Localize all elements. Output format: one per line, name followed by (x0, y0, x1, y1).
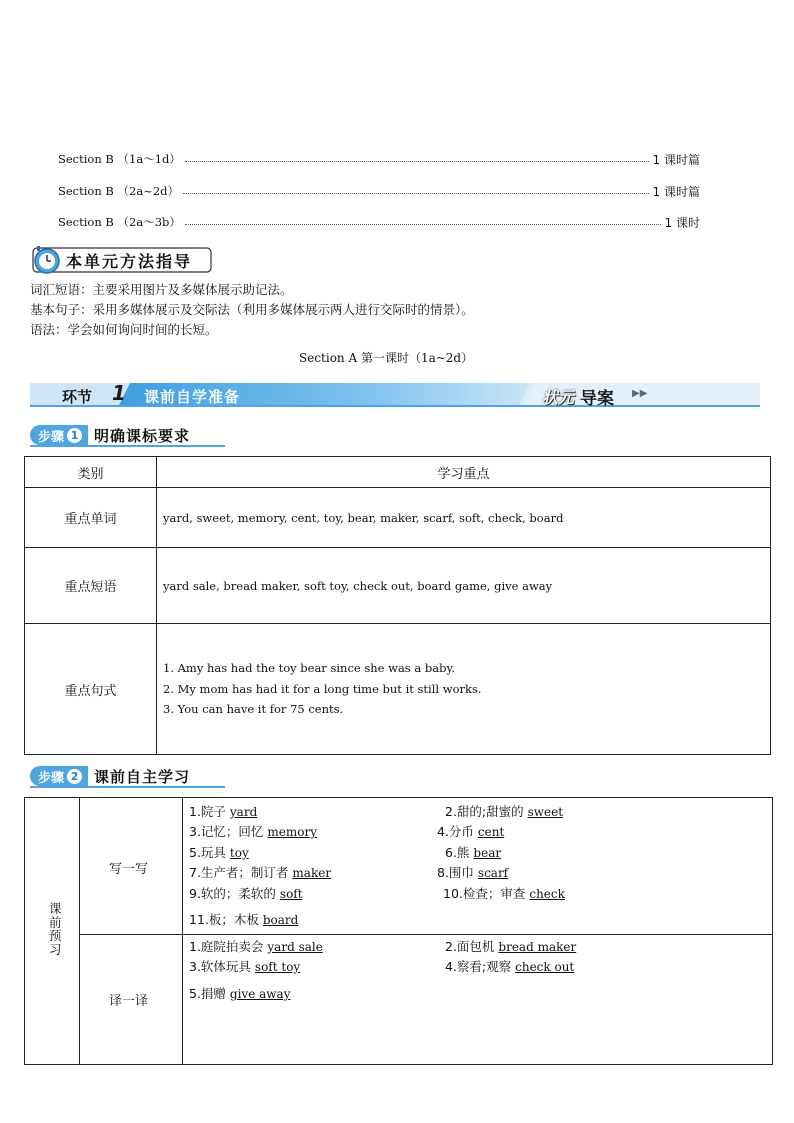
double-arrow-icon: ▶▶ (632, 388, 648, 399)
table-cell-category: 重点单词 (25, 488, 157, 548)
item-cn: 4.分币 (437, 824, 478, 839)
item-answer: memory (267, 825, 318, 839)
write-item (189, 910, 298, 928)
item-cn: 10.检查；审查 (443, 886, 530, 901)
item-cn: 5.玩具 (189, 845, 230, 860)
item-cn: 3.软体玩具 (189, 959, 255, 974)
item-answer: check out (515, 960, 575, 974)
step-title: 明确课标要求 (94, 426, 191, 445)
item-answer: toy (229, 846, 249, 860)
table-header: 类别 (25, 457, 157, 488)
item-answer: board (262, 913, 299, 927)
section-band (30, 383, 760, 407)
write-item (437, 822, 504, 840)
item-answer: scarf (477, 866, 509, 880)
method-line: 基本句子：采用多媒体展示及交际法（利用多媒体展示两人进行交际时的情景）。 (30, 302, 474, 317)
band-right-a: 状元 (542, 388, 575, 407)
method-guide-header (32, 244, 214, 274)
divider (182, 798, 183, 1064)
write-item (443, 884, 565, 902)
item-answer: bread maker (498, 940, 577, 954)
item-cn: 1.庭院拍卖会 (189, 939, 268, 954)
write-label: 写一写 (109, 862, 149, 877)
write-item (189, 884, 303, 902)
translate-item (189, 984, 290, 1002)
side-label: 课前预习 (49, 901, 62, 957)
requirements-table (24, 456, 771, 755)
item-cn: 4.察看;观察 (445, 959, 516, 974)
write-item (437, 863, 508, 881)
step-underline (30, 445, 225, 447)
item-answer: cent (477, 825, 505, 839)
step-number: 2 (67, 769, 82, 784)
sentence-line: 2. My mom has had it for a long time but it still works. (163, 681, 482, 696)
translate-label: 译一译 (109, 994, 149, 1009)
item-cn: 2.面包机 (445, 939, 499, 954)
divider (79, 798, 80, 1064)
step-pill (30, 425, 88, 445)
toc-row (58, 150, 700, 168)
toc-left: Section B （2a~2d） (58, 184, 180, 198)
table-cell-content: yard sale, bread maker, soft toy, check out, board game, give away (157, 548, 771, 624)
toc-left: Section B （2a～3b） (58, 215, 181, 229)
item-cn: 2.甜的;甜蜜的 (445, 804, 528, 819)
item-answer: soft (279, 887, 303, 901)
translate-item (189, 957, 300, 975)
toc-row (58, 182, 700, 200)
preview-table (24, 797, 773, 1065)
toc-right: 1 课时篇 (652, 152, 700, 167)
band-right-b: 导案 (580, 389, 614, 409)
band-background (30, 383, 760, 407)
item-answer: maker (292, 866, 332, 880)
item-answer: bear (473, 846, 502, 860)
band-label: 环节 (62, 388, 93, 406)
write-item (445, 843, 501, 861)
write-item (189, 843, 249, 861)
toc-left: Section B （1a～1d） (58, 152, 181, 166)
table-cell-content: yard, sweet, memory, cent, toy, bear, maker, scarf, soft, check, board (157, 488, 771, 548)
item-answer: soft toy (254, 960, 301, 974)
sentence-line: 1. Amy has had the toy bear since she was a baby. (163, 661, 456, 676)
step-number: 1 (67, 428, 82, 443)
item-cn: 9.软的；柔软的 (189, 886, 280, 901)
translate-item (445, 957, 574, 975)
step-label: 步骤 (38, 429, 65, 445)
item-answer: yard (229, 805, 258, 819)
band-number: 1 (112, 381, 126, 405)
table-cell-content (157, 624, 771, 755)
leader-dots (185, 161, 649, 162)
step-underline (30, 786, 225, 788)
translate-item (189, 937, 323, 955)
lesson-title: Section A 第一课时（1a~2d） (299, 351, 474, 365)
table-cell-category: 重点短语 (25, 548, 157, 624)
step-label: 步骤 (38, 770, 65, 786)
step-pill (30, 766, 88, 786)
item-cn: 6.熊 (445, 845, 474, 860)
item-cn: 3.记忆；回忆 (189, 824, 268, 839)
write-item (189, 863, 331, 881)
item-answer: check (529, 887, 565, 901)
band-title: 课前自学准备 (144, 388, 241, 406)
table-cell-category: 重点句式 (25, 624, 157, 755)
item-cn: 1.院子 (189, 804, 230, 819)
step-title: 课前自主学习 (94, 767, 191, 786)
write-item (445, 802, 563, 820)
item-cn: 5.捐赠 (189, 986, 230, 1001)
step-header (30, 424, 190, 446)
item-cn: 7.生产者；制订者 (189, 865, 293, 880)
item-answer: yard sale (267, 940, 323, 954)
method-line: 语法：学会如何询问时间的长短。 (30, 322, 218, 337)
table-header: 学习重点 (157, 457, 771, 488)
divider (80, 934, 772, 935)
toc-right: 1 课时 (664, 215, 700, 230)
step-header (30, 765, 190, 787)
leader-dots (185, 224, 661, 225)
toc-row (58, 213, 700, 231)
item-answer: give away (229, 987, 291, 1001)
item-answer: sweet (527, 805, 564, 819)
method-line: 词汇短语：主要采用图片及多媒体展示助记法。 (30, 282, 293, 297)
write-item (189, 802, 257, 820)
write-item (189, 822, 317, 840)
toc-right: 1 课时篇 (652, 184, 700, 199)
method-guide-title: 本单元方法指导 (66, 252, 193, 271)
translate-item (445, 937, 576, 955)
sentence-line: 3. You can have it for 75 cents. (163, 702, 344, 717)
leader-dots (183, 193, 649, 194)
item-cn: 11.板；木板 (189, 912, 263, 927)
item-cn: 8.围巾 (437, 865, 478, 880)
